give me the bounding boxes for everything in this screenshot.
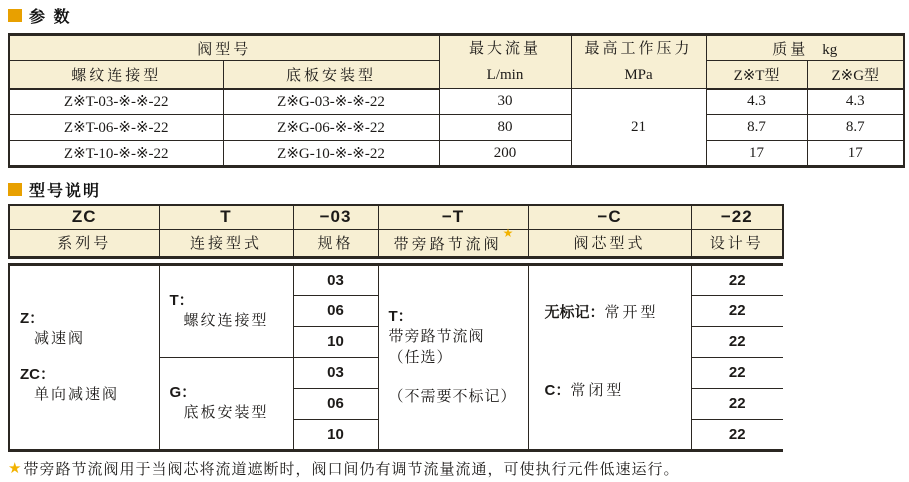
threaded-type-header: 螺纹连接型	[9, 61, 223, 89]
connection-name-g: 底板安装型	[183, 405, 269, 421]
threaded-model-cell: Z※T-10-※-※-22	[9, 141, 223, 167]
spool-closed: C：常闭型	[544, 381, 625, 399]
model-section-title	[8, 180, 909, 198]
model-code-row	[9, 205, 783, 229]
design-cell: 22	[691, 419, 783, 450]
flow-cell: 30	[439, 89, 571, 115]
mass-t-cell: 4.3	[706, 89, 807, 115]
max-pressure-label: 最高工作压力	[584, 41, 693, 57]
series-name-zc: 单向减速阀	[34, 387, 120, 403]
bypass-line1: 带旁路节流阀	[388, 329, 485, 345]
bypass-cell	[378, 264, 528, 450]
star-icon: ★	[8, 460, 23, 477]
spec-cell: 03	[293, 264, 378, 295]
subplate-model-cell: Z※G-03-※-※-22	[223, 89, 439, 115]
bypass-line3: （不需要不标记）	[388, 389, 517, 405]
orange-square-bullet-icon	[8, 183, 22, 196]
spec-cell: 10	[293, 326, 378, 357]
table-row	[9, 141, 904, 167]
table-row	[9, 264, 783, 295]
bypass-code: T：	[388, 308, 413, 325]
orange-square-bullet-icon	[8, 9, 22, 22]
design-cell: 22	[691, 388, 783, 419]
model-title-text: 型号说明	[29, 182, 102, 200]
flow-cell: 200	[439, 141, 571, 167]
spec-cell: 10	[293, 419, 378, 450]
threaded-model-cell: Z※T-06-※-※-22	[9, 115, 223, 141]
connection-name-t: 螺纹连接型	[183, 313, 269, 329]
connection-code-t: T：	[169, 292, 194, 309]
design-cell: 22	[691, 295, 783, 326]
code-design: −22	[691, 205, 783, 229]
design-cell: 22	[691, 264, 783, 295]
label-spool: 阀芯型式	[528, 229, 691, 257]
spec-cell: 03	[293, 357, 378, 388]
max-flow-label: 最大流量	[469, 41, 542, 57]
model-code-header-table	[8, 204, 784, 259]
mass-t-cell: 8.7	[706, 115, 807, 141]
footnote-text: 带旁路节流阀用于当阀芯将流道遮断时，阀口间仍有调节流量流通，可使执行元件低速运行。	[23, 461, 680, 478]
pressure-cell: 21	[571, 89, 706, 167]
mass-t-cell: 17	[706, 141, 807, 167]
code-spool: −C	[528, 205, 691, 229]
code-series: ZC	[9, 205, 159, 229]
mass-t-header: Z※T型	[706, 61, 807, 89]
design-cell: 22	[691, 357, 783, 388]
mass-unit: kg	[822, 41, 838, 58]
spool-open: 无标记：常开型	[544, 303, 659, 321]
mass-g-cell: 4.3	[807, 89, 904, 115]
spec-cell: 06	[293, 295, 378, 326]
table-row	[9, 115, 904, 141]
mass-header	[706, 35, 904, 61]
mass-label: 质量	[772, 41, 809, 58]
label-design: 设计号	[691, 229, 783, 257]
mass-g-cell: 17	[807, 141, 904, 167]
parameters-section-title	[8, 6, 909, 24]
subplate-model-cell: Z※G-10-※-※-22	[223, 141, 439, 167]
model-code-body-table	[8, 263, 783, 452]
label-series: 系列号	[9, 229, 159, 257]
threaded-model-cell: Z※T-03-※-※-22	[9, 89, 223, 115]
footnote	[8, 458, 909, 479]
max-pressure-header	[571, 35, 706, 89]
code-connection: T	[159, 205, 293, 229]
mass-g-cell: 8.7	[807, 115, 904, 141]
series-name-z: 减速阀	[34, 331, 86, 347]
subplate-type-header: 底板安装型	[223, 61, 439, 89]
connection-cell-t	[159, 264, 293, 357]
connection-code-g: G：	[169, 384, 197, 401]
label-size: 规格	[293, 229, 378, 257]
spool-cell	[528, 264, 691, 450]
label-bypass: 带旁路节流阀★	[378, 229, 528, 257]
mass-g-header: Z※G型	[807, 61, 904, 89]
design-cell: 22	[691, 326, 783, 357]
max-pressure-unit: MPa	[624, 67, 653, 83]
max-flow-header	[439, 35, 571, 89]
flow-cell: 80	[439, 115, 571, 141]
model-label-row	[9, 229, 783, 257]
bypass-line2: （任选）	[388, 350, 453, 366]
series-code-z: Z：	[20, 310, 45, 327]
spec-cell: 06	[293, 388, 378, 419]
connection-cell-g	[159, 357, 293, 450]
series-code-zc: ZC：	[20, 366, 55, 383]
subplate-model-cell: Z※G-06-※-※-22	[223, 115, 439, 141]
code-size: −03	[293, 205, 378, 229]
code-bypass: −T	[378, 205, 528, 229]
parameters-table	[8, 33, 905, 168]
table-row	[9, 89, 904, 115]
series-cell	[9, 264, 159, 450]
parameters-header-row-1	[9, 35, 904, 61]
star-icon: ★	[502, 225, 514, 240]
max-flow-unit: L/min	[486, 67, 524, 83]
label-connection: 连接型式	[159, 229, 293, 257]
parameters-title-text: 参 数	[29, 8, 72, 26]
valve-model-header: 阀型号	[9, 35, 439, 61]
